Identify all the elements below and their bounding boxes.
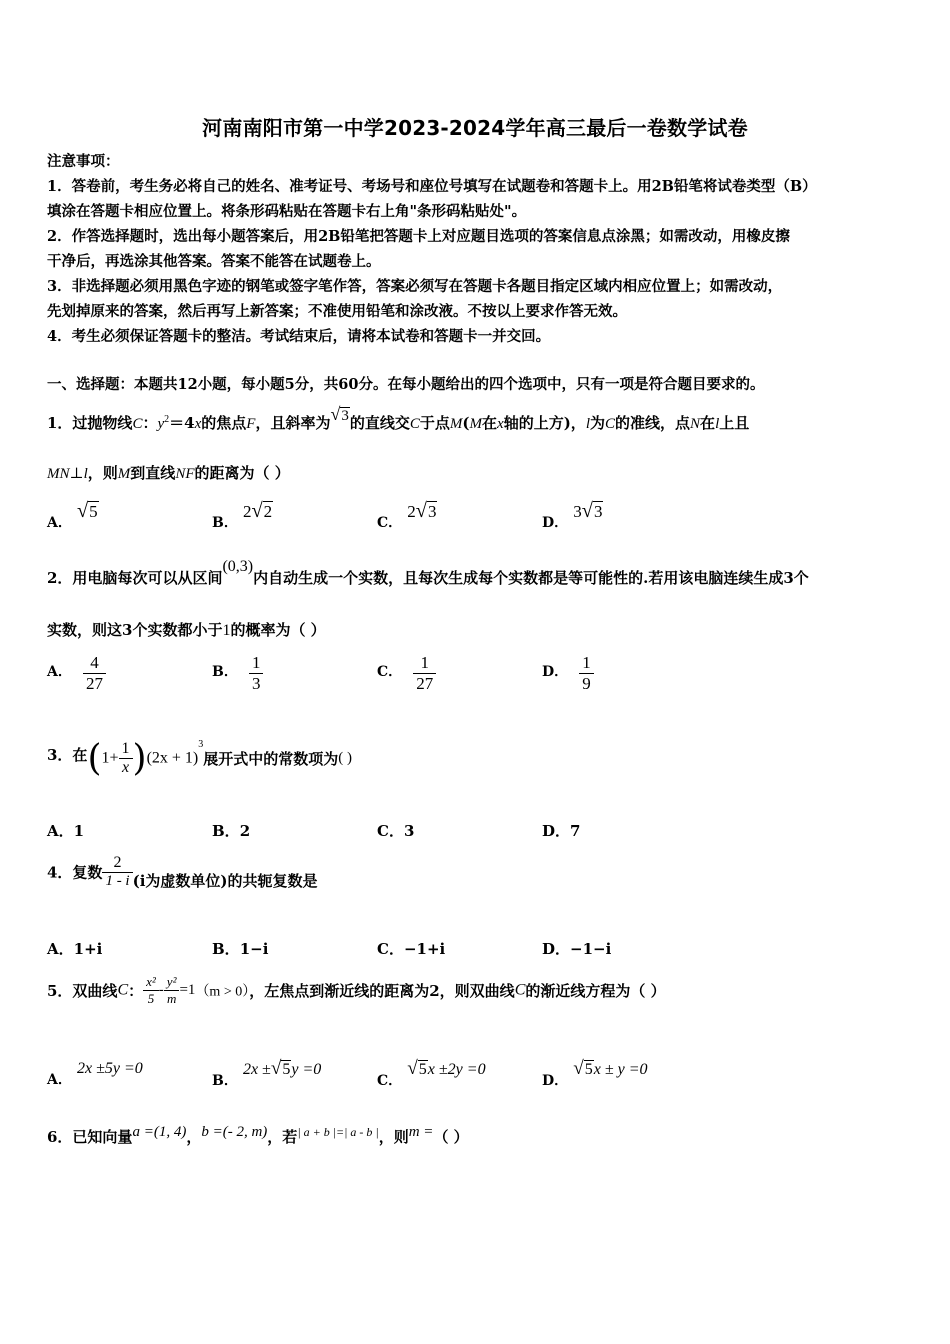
section-heading: 一、选择题：本题共12小题，每小题5分，共60分。在每小题给出的四个选项中，只有一项是符合题目要求的。	[47, 376, 765, 393]
radicand: 3	[427, 502, 437, 521]
question-5-option-a[interactable]	[47, 1058, 143, 1088]
option-letter: A．	[47, 1072, 72, 1088]
option-text: −1+i	[403, 940, 446, 958]
math: C	[605, 416, 616, 432]
option-expression: x ± y =0	[593, 1061, 648, 1078]
denominator: 9	[579, 673, 594, 694]
text: ，且斜率为	[255, 414, 331, 432]
option-letter: D．	[542, 1073, 569, 1089]
math: a =(1, 4)	[132, 1124, 187, 1140]
question-2-option-c[interactable]	[377, 653, 436, 694]
math: | a + b |=| a - b |	[297, 1125, 379, 1139]
question-6-stem	[47, 1120, 469, 1146]
question-5-option-c[interactable]	[377, 1058, 486, 1089]
text: 为	[589, 414, 605, 432]
math: C	[514, 981, 526, 999]
numerator: y²	[166, 974, 177, 989]
question-3-option-d[interactable]	[542, 820, 580, 841]
question-1-option-d[interactable]	[542, 500, 603, 531]
question-1-stem	[47, 404, 750, 433]
option-letter: C．	[377, 1073, 403, 1089]
math: 2	[164, 414, 170, 425]
radicand: 5	[584, 1061, 593, 1078]
answer-blank: ( )	[338, 750, 353, 766]
question-3-option-a[interactable]	[47, 820, 84, 841]
text: 实数，则这3个实数都小于	[47, 621, 223, 639]
text: 5．双曲线	[47, 982, 118, 1000]
notice-line: 1．答卷前，考生务必将自己的姓名、准考证号、考场号和座位号填写在试题卷和答题卡上。用2B铅笔将试卷类型（B）	[47, 178, 817, 195]
notice-line: 先划掉原来的答案，然后再写上新答案；不准使用铅笔和涂改液。不按以上要求作答无效。	[47, 303, 627, 320]
sqrt-expression: √5	[407, 1058, 427, 1079]
option-text: 1	[73, 822, 85, 840]
text: 轴的上方)，	[503, 414, 586, 432]
question-5-option-b[interactable]	[212, 1058, 322, 1089]
notice-line: 干净后，再选涂其他答案。答案不能答在试题卷上。	[47, 253, 381, 270]
question-2-option-d[interactable]	[542, 653, 594, 694]
option-text: 2	[239, 822, 251, 840]
question-2-option-b[interactable]	[212, 653, 263, 694]
option-letter: B．	[212, 940, 240, 958]
text: 4．复数	[47, 863, 103, 882]
sqrt-expression: √5	[270, 1058, 291, 1079]
page-title: 河南南阳市第一中学2023-2024学年高三最后一卷数学试卷	[202, 116, 748, 140]
text: 的渐近线方程为（ ）	[525, 982, 666, 1000]
fraction	[579, 653, 594, 694]
numerator: 1	[251, 653, 261, 672]
math: l	[83, 466, 88, 482]
math: M	[117, 466, 131, 482]
denominator: m	[164, 990, 180, 1007]
fraction	[102, 854, 132, 890]
option-letter: D．	[542, 940, 571, 958]
text: 上且	[719, 414, 750, 432]
math: b =(- 2, m)	[201, 1124, 268, 1140]
option-text: −1−i	[570, 940, 612, 958]
text: (i为虚数单位)的共轭复数是	[132, 871, 318, 890]
option-text: 1+i	[73, 940, 103, 958]
text: 3．在	[47, 745, 88, 764]
option-letter: D．	[542, 515, 569, 531]
text: 6．已知向量	[47, 1128, 133, 1146]
math: (0,3)	[222, 558, 254, 575]
math: NF	[175, 466, 195, 482]
option-letter: B．	[212, 515, 238, 531]
sqrt-expression: √5	[76, 500, 98, 522]
text: 的距离为（ ）	[194, 464, 290, 482]
text: 于点	[419, 414, 450, 432]
option-expression: 2x ±5y =0	[76, 1060, 143, 1077]
question-2-stem	[47, 558, 809, 588]
math: y	[157, 416, 165, 432]
math: C	[132, 416, 143, 432]
option-letter: D．	[542, 664, 569, 680]
text: ，	[186, 1128, 202, 1146]
notice-line: 3．非选择题必须用黑色字迹的钢笔或签字笔作答，答案必须写在答题卡各题目指定区域内相应位置上；如需改动，	[47, 278, 783, 295]
radicand: 3	[341, 408, 349, 424]
math: =1	[179, 982, 196, 998]
question-4-option-d[interactable]	[542, 938, 611, 959]
math: (2x + 1)	[146, 749, 199, 767]
option-letter: B．	[212, 1073, 238, 1089]
math: MN	[47, 466, 70, 482]
math: F	[246, 416, 256, 432]
question-1-option-c[interactable]	[377, 500, 437, 531]
radicand: 5	[418, 1061, 427, 1078]
question-1-option-a[interactable]	[47, 500, 99, 531]
question-3-stem: 3．在(1+ $\frac{1}{x}$ )$(2x + 1)^3$展开式中的常数项为( )	[47, 738, 353, 779]
notice-line: 2．作答选择题时，选出每小题答案后，用2B铅笔把答题卡上对应题目选项的答案信息点涂黑；如需改动，用橡皮擦	[47, 228, 790, 245]
question-1-option-b[interactable]	[212, 500, 273, 531]
text: 展开式中的常数项为	[203, 750, 339, 768]
coefficient: 2	[407, 502, 416, 521]
text: ，则	[378, 1128, 409, 1146]
math: C	[117, 981, 129, 999]
option-letter: A．	[47, 664, 72, 680]
option-letter: C．	[377, 822, 404, 840]
text: ，左焦点到渐近线的距离为2，则双曲线	[249, 982, 515, 1000]
denominator: 27	[413, 673, 436, 694]
question-2-option-a[interactable]	[47, 653, 106, 694]
denominator: 27	[83, 673, 106, 694]
question-5-stem	[47, 974, 666, 1007]
text: ：	[142, 414, 158, 432]
option-text: 1−i	[239, 940, 269, 958]
numerator: 1	[582, 653, 591, 672]
text: （ ）	[433, 1128, 469, 1146]
fraction	[119, 740, 133, 777]
text: 内自动生成一个实数，且每次生成每个实数都是等可能性的.若用该电脑连续生成3个	[253, 569, 809, 587]
math: （m > 0）	[195, 984, 250, 1000]
coefficient: 3	[573, 502, 582, 521]
question-4-option-c[interactable]	[377, 938, 445, 959]
math: l	[585, 416, 590, 432]
fraction	[164, 974, 180, 1007]
option-letter: A．	[47, 515, 72, 531]
text: 到直线	[130, 464, 176, 482]
denominator: x	[119, 758, 133, 777]
math: 3	[198, 738, 204, 750]
option-letter: D．	[542, 822, 571, 840]
fraction	[413, 653, 436, 694]
numerator: x²	[146, 974, 156, 989]
radicand: 2	[263, 502, 273, 521]
denominator: 5	[143, 990, 159, 1007]
question-2-stem-line2	[47, 619, 326, 640]
question-4-option-b[interactable]	[212, 938, 268, 959]
math: m =	[408, 1124, 434, 1140]
fraction	[249, 653, 264, 694]
radicand: 3	[593, 502, 603, 521]
fraction	[83, 653, 106, 694]
math: M	[449, 416, 463, 432]
math: l	[715, 416, 720, 432]
option-expression: 2x ±	[242, 1061, 271, 1078]
option-expression: x ±2y =0	[427, 1061, 486, 1078]
question-4-stem	[47, 854, 318, 890]
text: 2．用电脑每次可以从区间	[47, 569, 223, 587]
text: 1．过抛物线	[47, 414, 133, 432]
math: N	[690, 416, 701, 432]
denominator: 3	[249, 673, 264, 694]
math: +	[109, 749, 119, 767]
question-3-option-b[interactable]	[212, 820, 250, 841]
text: (	[462, 414, 470, 432]
notice-heading: 注意事项：	[47, 153, 120, 170]
option-text: 3	[403, 822, 415, 840]
option-letter: A．	[47, 940, 74, 958]
text: ，则	[87, 464, 118, 482]
sqrt-expression: 2√2	[242, 500, 273, 522]
option-letter: C．	[377, 940, 404, 958]
option-expression: y =0	[291, 1061, 322, 1078]
text: 在	[482, 414, 498, 432]
text: 的焦点	[201, 414, 247, 432]
text: 的准线，点	[615, 414, 691, 432]
option-letter: C．	[377, 664, 403, 680]
radicand: 5	[89, 502, 98, 521]
text: ：	[128, 982, 144, 1000]
text: 的概率为（ ）	[230, 621, 326, 639]
math: x	[497, 416, 504, 432]
notice-line: 填涂在答题卡相应位置上。将条形码粘贴在答题卡右上角"条形码粘贴处"。	[47, 203, 527, 220]
numerator: 1	[121, 740, 130, 757]
option-letter: A．	[47, 822, 74, 840]
text: 的直线交	[349, 414, 410, 432]
math: x	[194, 416, 202, 432]
math: C	[409, 416, 420, 432]
numerator: 4	[90, 653, 99, 672]
text: ＝4	[169, 414, 195, 432]
sqrt-expression: 2√3	[407, 500, 437, 522]
math: M	[469, 416, 483, 432]
radicand: 5	[282, 1061, 291, 1078]
option-letter: B．	[212, 822, 240, 840]
option-text: 7	[570, 822, 581, 840]
sqrt-expression: 3√3	[573, 500, 603, 522]
math: ⊥	[69, 466, 84, 482]
option-letter: C．	[377, 515, 403, 531]
fraction	[143, 974, 159, 1007]
math: -	[158, 982, 164, 998]
math: 1	[101, 749, 110, 767]
denominator: 1 - i	[102, 872, 132, 890]
sqrt-expression: √5	[573, 1058, 593, 1079]
numerator: 1	[420, 653, 429, 672]
text: ，若	[267, 1128, 298, 1146]
notice-line: 4．考生必须保证答题卡的整洁。考试结束后，请将本试卷和答题卡一并交回。	[47, 328, 551, 345]
question-5-option-d[interactable]	[542, 1058, 648, 1089]
question-3-option-c[interactable]	[377, 820, 414, 841]
sqrt-expression: √3	[330, 404, 349, 424]
option-letter: B．	[212, 664, 238, 680]
question-1-stem-line2	[47, 462, 290, 483]
numerator: 2	[113, 854, 122, 871]
question-4-option-a[interactable]	[47, 938, 102, 959]
math: 1	[222, 622, 231, 639]
coefficient: 2	[242, 502, 252, 521]
text: 在	[700, 414, 716, 432]
